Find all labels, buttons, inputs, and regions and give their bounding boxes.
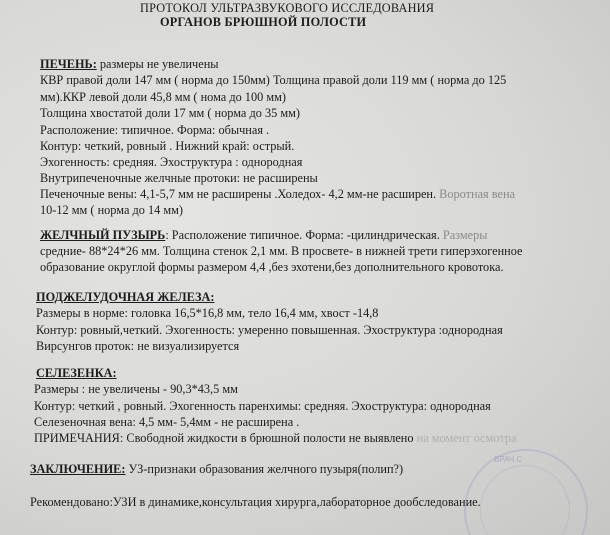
stamp — [464, 449, 588, 535]
spleen-line3: Селезеночная вена: 4,5 мм- 5,4мм - не расширена . — [34, 415, 300, 429]
liver-line7: Внутрипеченочные желчные протоки: не расширены — [40, 171, 318, 185]
pancreas-title-line — [36, 290, 214, 304]
header-line1: ПРОТОКОЛ УЛЬТРАЗВУКОВОГО ИССЛЕДОВАНИЯ — [140, 1, 435, 15]
pancreas-line1: Размеры в норме: головка 16,5*16,8 мм, тело 16,4 мм, хвост -14,8 — [36, 306, 379, 320]
spleen-line4-faded: на момент осмотра — [413, 431, 517, 445]
liver-line3: Толщина хвостатой доли 17 мм ( норма до 35 мм) — [40, 106, 300, 120]
gallbladder-title: ЖЕЛЧНЫЙ ПУЗЫРЬ — [40, 228, 166, 242]
conclusion-label: ЗАКЛЮЧЕНИЕ: — [30, 462, 126, 476]
spleen-line1: Размеры : не увеличены - 90,3*43,5 мм — [34, 382, 238, 396]
liver-line2: мм).ККР левой доли 45,8 мм ( нома до 100 мм) — [40, 90, 286, 104]
liver-title-rest: размеры не увеличены — [96, 57, 219, 71]
liver-line8-text: Печеночные вены: 4,1-5,7 мм не расширены .Холедох- 4,2 мм-не расширен. — [40, 187, 437, 201]
spleen-line4 — [34, 431, 517, 445]
pancreas-title: ПОДЖЕЛУДОЧНАЯ ЖЕЛЕЗА: — [36, 290, 215, 304]
gallbladder-line1: средние- 88*24*26 мм. Толщина стенок 2,1 мм. В просвете- в нижней трети гиперэхогенное — [40, 244, 523, 258]
stamp-inner-ring — [480, 465, 570, 535]
liver-line6: Эхогенность: средняя. Эхоструктура : однородная — [40, 155, 303, 169]
liver-line9: 10-12 мм ( норма до 14 мм) — [40, 203, 183, 217]
spleen-title: СЕЛЕЗЕНКА: — [36, 366, 117, 380]
liver-line8 — [40, 187, 515, 201]
header-line2: ОРГАНОВ БРЮШНОЙ ПОЛОСТИ — [160, 15, 367, 29]
recommendation-line: Рекомендовано:УЗИ в динамике,консультация хирурга,лабораторное дообследование. — [30, 495, 481, 509]
gallbladder-title-rest: : Расположение типичное. Форма: -цилиндрическая. — [165, 228, 440, 242]
liver-line8-faded: Воротная вена — [436, 187, 516, 201]
pancreas-line3: Вирсунгов проток: не визуализируется — [36, 339, 240, 353]
spleen-title-line — [36, 366, 117, 380]
liver-title: ПЕЧЕНЬ: — [40, 57, 97, 71]
pancreas-line2: Контур: ровный,четкий. Эхогенность: умеренно повышенная. Эхоструктура :однородная — [36, 323, 503, 337]
conclusion-line — [30, 462, 403, 476]
spleen-line4-text: ПРИМЕЧАНИЯ: Свободной жидкости в брюшной полости не выявлено — [34, 431, 414, 445]
spleen-line2: Контур: четкий , ровный. Эхогенность паренхимы: средняя. Эхоструктура: однородная — [34, 399, 491, 413]
gallbladder-title-faded: Размеры — [439, 228, 488, 242]
liver-line1: КВР правой доли 147 мм ( норма до 150мм) Толщина правой доли 119 мм ( норма до 125 — [40, 73, 507, 87]
liver-line4: Расположение: типичное. Форма: обычная . — [40, 123, 270, 137]
liver-line5: Контур: четкий, ровный . Нижний край: острый. — [40, 139, 295, 153]
stamp-text: ВРАЧ С — [494, 455, 523, 464]
conclusion-text: УЗ-признаки образования желчного пузыря(полип?) — [125, 462, 404, 476]
gallbladder-line2: образование округлой формы размером 4,4 ,без эхотени,без дополнительного кровотока. — [40, 260, 504, 274]
gallbladder-title-line — [40, 228, 488, 242]
liver-title-line — [40, 57, 219, 71]
